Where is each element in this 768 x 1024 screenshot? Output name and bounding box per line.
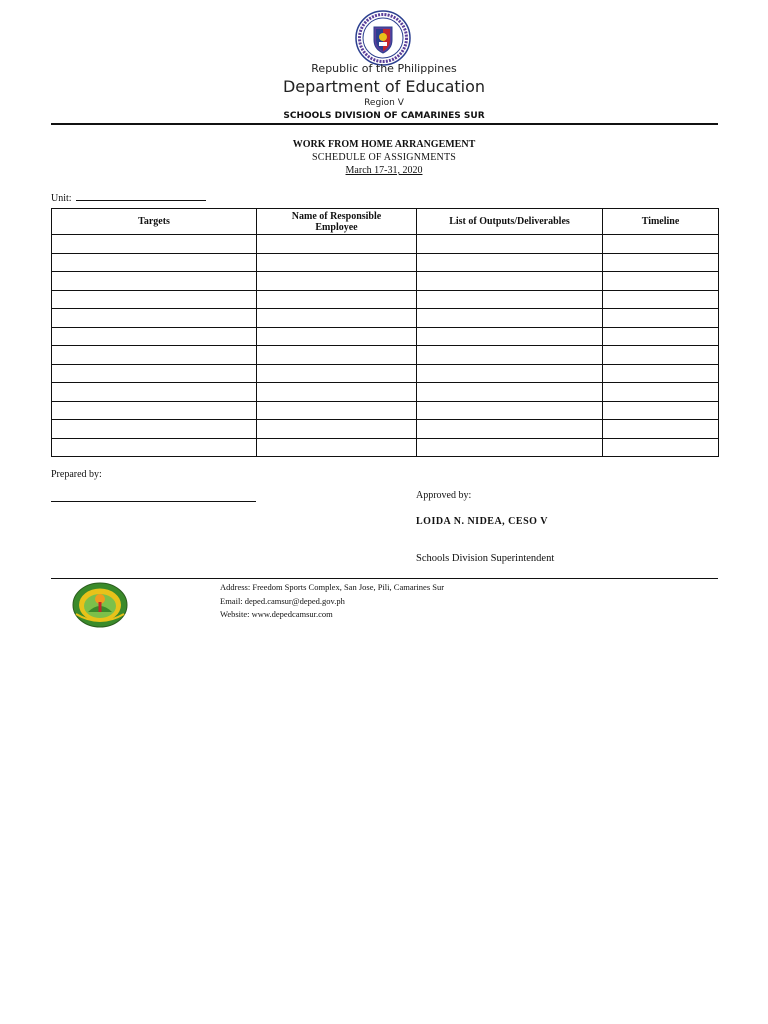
unit-field bbox=[51, 191, 206, 204]
table-cell bbox=[603, 309, 719, 328]
header-divider bbox=[51, 123, 718, 125]
unit-blank-line bbox=[76, 191, 206, 201]
table-row bbox=[52, 327, 719, 346]
table-cell bbox=[257, 253, 417, 272]
document-title: WORK FROM HOME ARRANGEMENT bbox=[292, 139, 476, 150]
table-cell bbox=[417, 383, 603, 402]
table-cell bbox=[52, 438, 257, 457]
table-cell bbox=[417, 272, 603, 291]
table-cell bbox=[257, 383, 417, 402]
table-cell bbox=[603, 401, 719, 420]
table-row bbox=[52, 309, 719, 328]
table-cell bbox=[257, 346, 417, 365]
table-cell bbox=[417, 401, 603, 420]
table-row bbox=[52, 420, 719, 439]
table-row bbox=[52, 346, 719, 365]
table-cell bbox=[52, 364, 257, 383]
table-row bbox=[52, 383, 719, 402]
header-department: Department of Education bbox=[282, 77, 486, 96]
document-date-range: March 17-31, 2020 bbox=[345, 165, 423, 176]
column-header-timeline: Timeline bbox=[603, 209, 719, 235]
table-cell bbox=[417, 438, 603, 457]
table-cell bbox=[603, 346, 719, 365]
footer-website: Website: www.depedcamsur.com bbox=[220, 609, 333, 619]
approver-title: Schools Division Superintendent bbox=[416, 553, 555, 564]
table-cell bbox=[257, 309, 417, 328]
unit-label: Unit: bbox=[51, 193, 72, 204]
approved-by-label: Approved by: bbox=[416, 490, 472, 501]
table-cell bbox=[257, 420, 417, 439]
table-row bbox=[52, 235, 719, 254]
footer-email: Email: deped.camsur@deped.gov.ph bbox=[220, 595, 345, 606]
table-cell bbox=[52, 309, 257, 328]
table-row bbox=[52, 438, 719, 457]
table-cell bbox=[603, 290, 719, 309]
table-cell bbox=[52, 383, 257, 402]
table-cell bbox=[603, 364, 719, 383]
table-row bbox=[52, 253, 719, 272]
approver-name: LOIDA N. NIDEA, CESO V bbox=[416, 516, 548, 527]
assignments-table bbox=[51, 208, 719, 457]
table-cell bbox=[52, 290, 257, 309]
table-row bbox=[52, 272, 719, 291]
table-cell bbox=[52, 253, 257, 272]
table-cell bbox=[52, 420, 257, 439]
document-subtitle: SCHEDULE OF ASSIGNMENTS bbox=[311, 152, 457, 163]
table-cell bbox=[257, 438, 417, 457]
header-region: Region V bbox=[364, 98, 404, 108]
table-cell bbox=[52, 346, 257, 365]
table-cell bbox=[603, 383, 719, 402]
table-cell bbox=[257, 364, 417, 383]
column-header-employee: Name of Responsible Employee bbox=[257, 209, 417, 235]
header-republic: Republic of the Philippines bbox=[311, 62, 457, 75]
table-cell bbox=[417, 327, 603, 346]
table-cell bbox=[417, 235, 603, 254]
table-body bbox=[52, 235, 719, 457]
footer-address: Address: Freedom Sports Complex, San Jose, Pili, Camarines Sur bbox=[220, 582, 445, 592]
table-cell bbox=[603, 327, 719, 346]
header-division: SCHOOLS DIVISION OF CAMARINES SUR bbox=[283, 111, 485, 121]
table-cell bbox=[417, 253, 603, 272]
table-cell bbox=[52, 401, 257, 420]
table-cell bbox=[603, 438, 719, 457]
table-row bbox=[52, 364, 719, 383]
table-cell bbox=[603, 235, 719, 254]
table-cell bbox=[257, 401, 417, 420]
table-cell bbox=[257, 272, 417, 291]
footer-divider bbox=[51, 578, 718, 579]
table-cell bbox=[417, 364, 603, 383]
table-header-row bbox=[52, 209, 719, 235]
table-cell bbox=[603, 253, 719, 272]
table-cell bbox=[52, 327, 257, 346]
footer-contact-info bbox=[220, 581, 444, 622]
table-cell bbox=[52, 235, 257, 254]
table-cell bbox=[603, 420, 719, 439]
table-cell bbox=[417, 420, 603, 439]
table-cell bbox=[603, 272, 719, 291]
deped-seal-icon bbox=[355, 10, 411, 66]
table-cell bbox=[417, 346, 603, 365]
table-row bbox=[52, 290, 719, 309]
table-cell bbox=[257, 290, 417, 309]
column-header-targets: Targets bbox=[52, 209, 257, 235]
column-header-outputs: List of Outputs/Deliverables bbox=[417, 209, 603, 235]
table-cell bbox=[52, 272, 257, 291]
table-cell bbox=[257, 235, 417, 254]
prepared-by-label: Prepared by: bbox=[51, 469, 102, 480]
table-cell bbox=[417, 309, 603, 328]
table-cell bbox=[417, 290, 603, 309]
prepared-by-signature-line bbox=[51, 501, 256, 502]
table-cell bbox=[257, 327, 417, 346]
table-row bbox=[52, 401, 719, 420]
division-logo-icon bbox=[72, 582, 128, 628]
